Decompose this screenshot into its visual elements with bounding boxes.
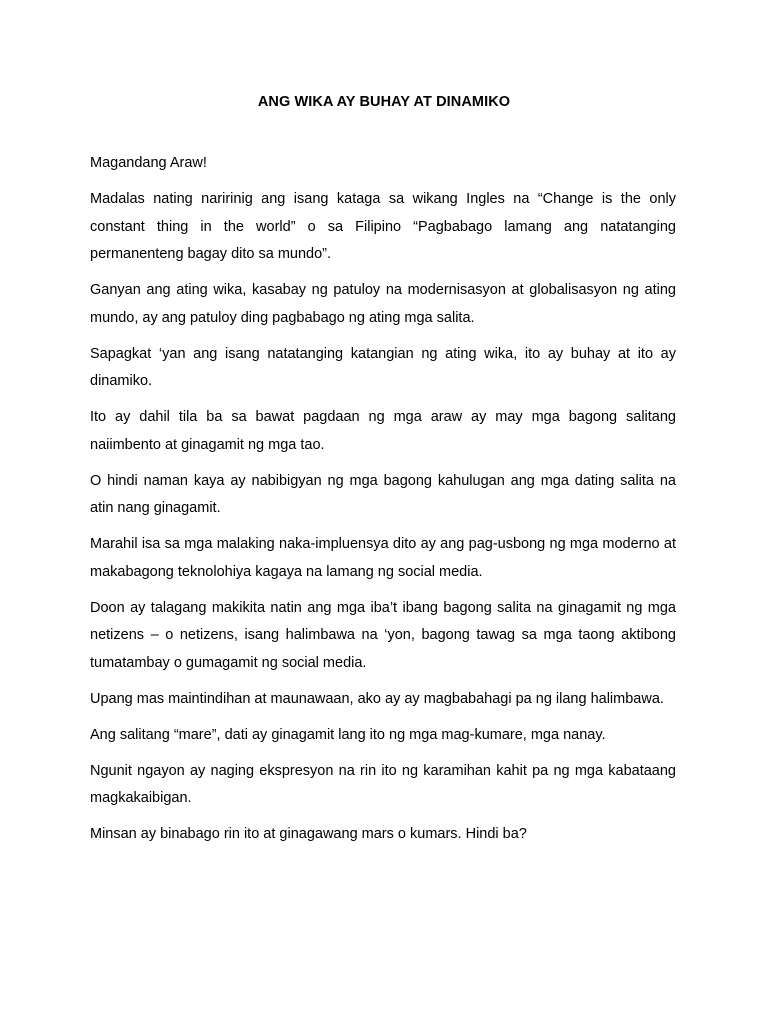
paragraph: Madalas nating naririnig ang isang kataga sa wikang Ingles na “Change is the only constant thing in the world” o sa Filipino “Pagbabago lamang ang natatanging permanenteng bagay dito sa mundo”. — [90, 191, 676, 262]
paragraph: Ganyan ang ating wika, kasabay ng patuloy na modernisasyon at globalisasyon ng ating mundo, ay ang patuloy ding pagbabago ng ating mga salita. — [90, 282, 676, 326]
paragraph: O hindi naman kaya ay nabibigyan ng mga bagong kahulugan ang mga dating salita na atin nang ginagamit. — [90, 472, 676, 516]
paragraph: Ngunit ngayon ay naging ekspresyon na rin ito ng karamihan kahit pa ng mga kabataang magkakaibigan. — [90, 762, 676, 806]
paragraph: Upang mas maintindihan at maunawaan, ako ay ay magbabahagi pa ng ilang halimbawa. — [90, 690, 664, 707]
paragraph: Ito ay dahil tila ba sa bawat pagdaan ng mga araw ay may mga bagong salitang naiimbento at ginagamit ng mga tao. — [90, 409, 676, 453]
document-title: ANG WIKA AY BUHAY AT DINAMIKO — [257, 94, 511, 110]
document-body — [90, 150, 676, 857]
paragraph: Ang salitang “mare”, dati ay ginagamit lang ito ng mga mag-kumare, mga nanay. — [90, 726, 606, 743]
paragraph: Sapagkat ‘yan ang isang natatanging katangian ng ating wika, ito ay buhay at ito ay dinamiko. — [90, 345, 676, 389]
paragraph: Marahil isa sa mga malaking naka-impluensya dito ay ang pag-usbong ng mga moderno at makabagong teknolohiya kagaya na lamang ng social media. — [90, 536, 676, 580]
paragraph: Minsan ay binabago rin ito at ginagawang mars o kumars. Hindi ba? — [90, 826, 527, 842]
paragraph-greeting: Magandang Araw! — [90, 155, 207, 171]
paragraph: Doon ay talagang makikita natin ang mga iba’t ibang bagong salita na ginagamit ng mga netizens – o netizens, isang halimbawa na ‘yon, bagong tawag sa mga taong aktibong tumatambay o gumagamit ng social media. — [90, 599, 676, 671]
